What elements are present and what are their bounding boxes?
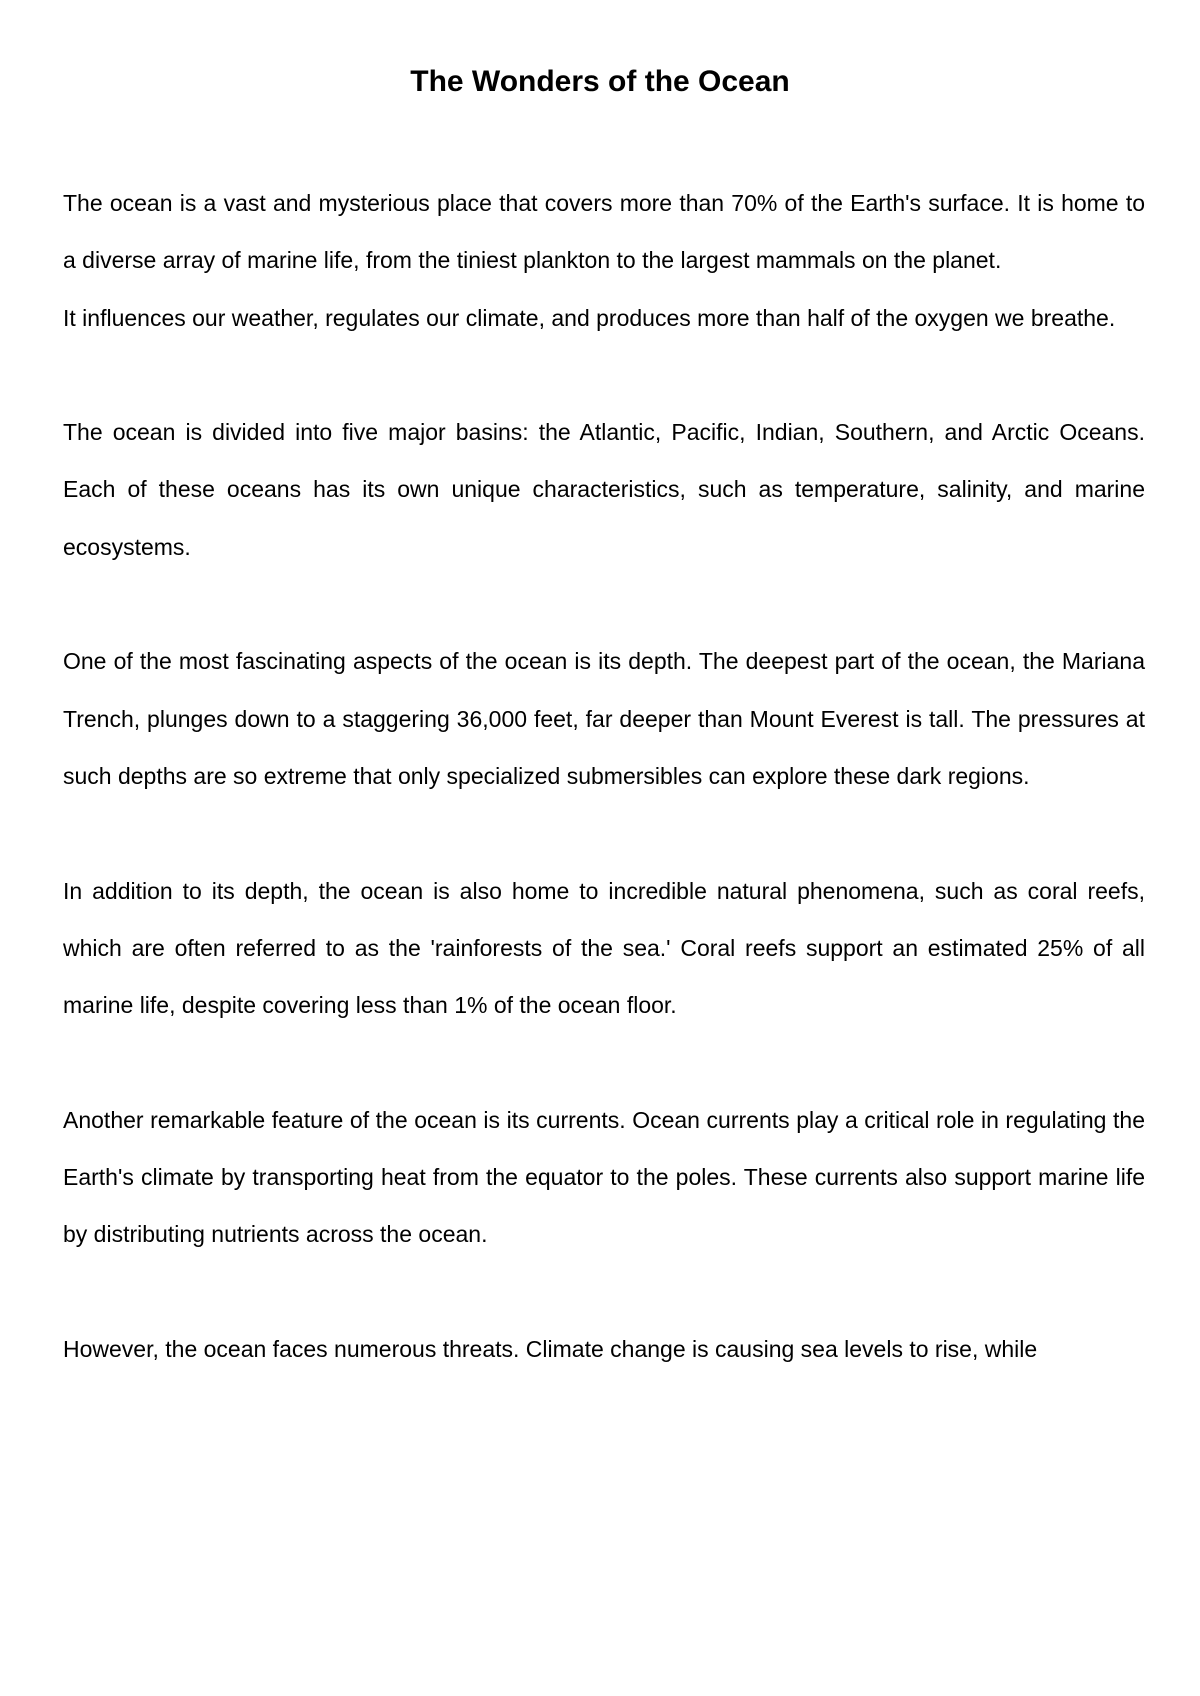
paragraph-gap	[63, 805, 1145, 862]
paragraph-ocean-basins: The ocean is divided into five major basins: the Atlantic, Pacific, Indian, Southern, and Arctic Oceans. Each of these oceans has its own unique characteristics, such as temperature, salinity, and marine ecosystems.	[63, 419, 1145, 560]
paragraph-gap	[63, 1034, 1145, 1091]
paragraph-ocean-intro: The ocean is a vast and mysterious place that covers more than 70% of the Earth's surface. It is home to a diverse array of marine life, from the tiniest plankton to the largest mammals on the planet.	[63, 190, 1145, 274]
paragraph-gap	[63, 347, 1145, 404]
paragraph-gap	[63, 576, 1145, 633]
paragraph-ocean-depth: One of the most fascinating aspects of the ocean is its depth. The deepest part of the ocean, the Mariana Trench, plunges down to a staggering 36,000 feet, far deeper than Mount Everest is tall. The pressures at such depths are so extreme that only specialized submersibles can explore these dark regions.	[63, 648, 1145, 789]
paragraph-ocean-influence: It influences our weather, regulates our climate, and produces more than half of the oxygen we breathe.	[63, 304, 1116, 331]
paragraph-ocean-currents: Another remarkable feature of the ocean is its currents. Ocean currents play a critical role in regulating the Earth's climate by transporting heat from the equator to the poles. These currents also support marine life by distributing nutrients across the ocean.	[63, 1106, 1145, 1248]
document-body	[63, 175, 1145, 1378]
document-title: The Wonders of the Ocean	[410, 65, 790, 98]
paragraph-coral-reefs: In addition to its depth, the ocean is also home to incredible natural phenomena, such as coral reefs, which are often referred to as the 'rainforests of the sea.' Coral reefs support an estimated 25% of all marine life, despite covering less than 1% of the ocean floor.	[63, 877, 1145, 1019]
paragraph-gap	[63, 1264, 1145, 1321]
paragraph-ocean-threats: However, the ocean faces numerous threats. Climate change is causing sea levels to rise, while	[63, 1335, 1038, 1362]
